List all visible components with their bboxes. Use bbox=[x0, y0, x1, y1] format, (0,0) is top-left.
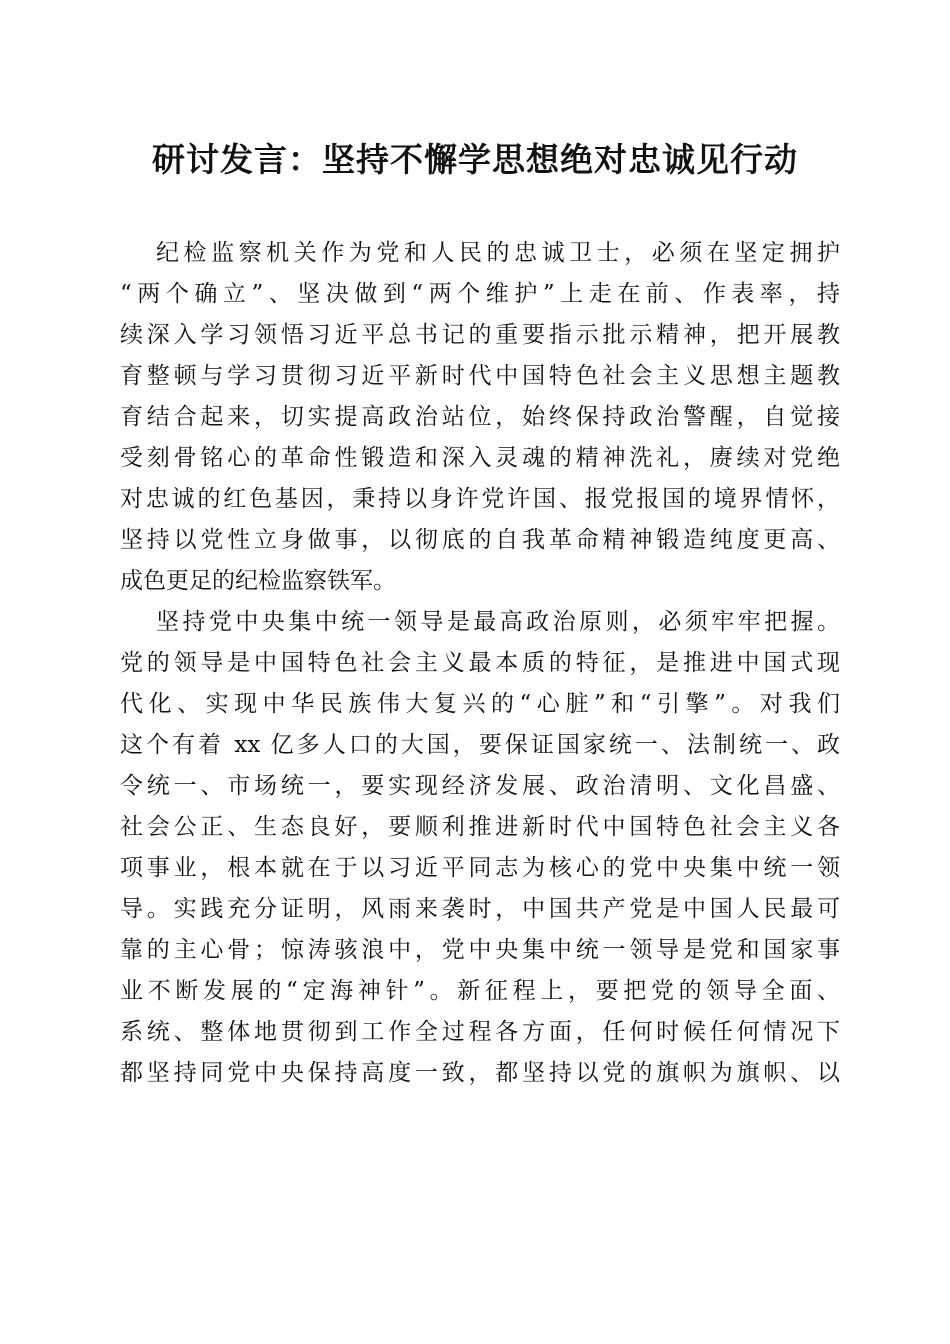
text-line: 党的领导是中国特色社会主义最本质的特征，是推进中国式现 bbox=[120, 650, 840, 676]
text-line: 都坚持同党中央保持高度一致，都坚持以党的旗帜为旗帜、以 bbox=[120, 1060, 840, 1086]
text-line: “两个确立”、坚决做到“两个维护”上走在前、作表率，持 bbox=[120, 281, 840, 307]
document-title: 研讨发言：坚持不懈学思想绝对忠诚见行动 bbox=[152, 140, 798, 179]
text-line: 育整顿与学习贯彻习近平新时代中国特色社会主义思想主题教 bbox=[120, 363, 840, 389]
text-line: 社会公正、生态良好，要顺利推进新时代中国特色社会主义各 bbox=[120, 814, 840, 840]
text-line: 续深入学习领悟习近平总书记的重要指示批示精神，把开展教 bbox=[120, 322, 840, 348]
text-line: 受刻骨铭心的革命性锻造和深入灵魂的精神洗礼，赓续对党绝 bbox=[120, 445, 840, 471]
text-line: 项事业，根本就在于以习近平同志为核心的党中央集中统一领 bbox=[120, 855, 840, 881]
text-line: 代化、实现中华民族伟大复兴的“心脏”和“引擎”。对我们 bbox=[120, 691, 840, 717]
text-line: 令统一、市场统一，要实现经济发展、政治清明、文化昌盛、 bbox=[120, 773, 840, 799]
text-line: 业不断发展的“定海神针”。新征程上，要把党的领导全面、 bbox=[120, 978, 840, 1004]
paragraph bbox=[120, 602, 840, 1094]
paragraph bbox=[120, 233, 840, 602]
text-line: 纪检监察机关作为党和人民的忠诚卫士，必须在坚定拥护 bbox=[156, 240, 840, 266]
text-line: 这个有着 xx 亿多人口的大国，要保证国家统一、法制统一、政 bbox=[120, 732, 840, 758]
text-line: 靠的主心骨；惊涛骇浪中，党中央集中统一领导是党和国家事 bbox=[120, 937, 840, 963]
text-line: 坚持党中央集中统一领导是最高政治原则，必须牢牢把握。 bbox=[156, 609, 840, 635]
document-body bbox=[120, 233, 840, 1094]
text-line: 成色更足的纪检监察铁军。 bbox=[120, 568, 396, 594]
text-line: 坚持以党性立身做事，以彻底的自我革命精神锻造纯度更高、 bbox=[120, 527, 840, 553]
text-line: 育结合起来，切实提高政治站位，始终保持政治警醒，自觉接 bbox=[120, 404, 840, 430]
text-line: 导。实践充分证明，风雨来袭时，中国共产党是中国人民最可 bbox=[120, 896, 840, 922]
text-line: 系统、整体地贯彻到工作全过程各方面，任何时候任何情况下 bbox=[120, 1019, 840, 1045]
text-line: 对忠诚的红色基因，秉持以身许党许国、报党报国的境界情怀， bbox=[120, 486, 840, 512]
